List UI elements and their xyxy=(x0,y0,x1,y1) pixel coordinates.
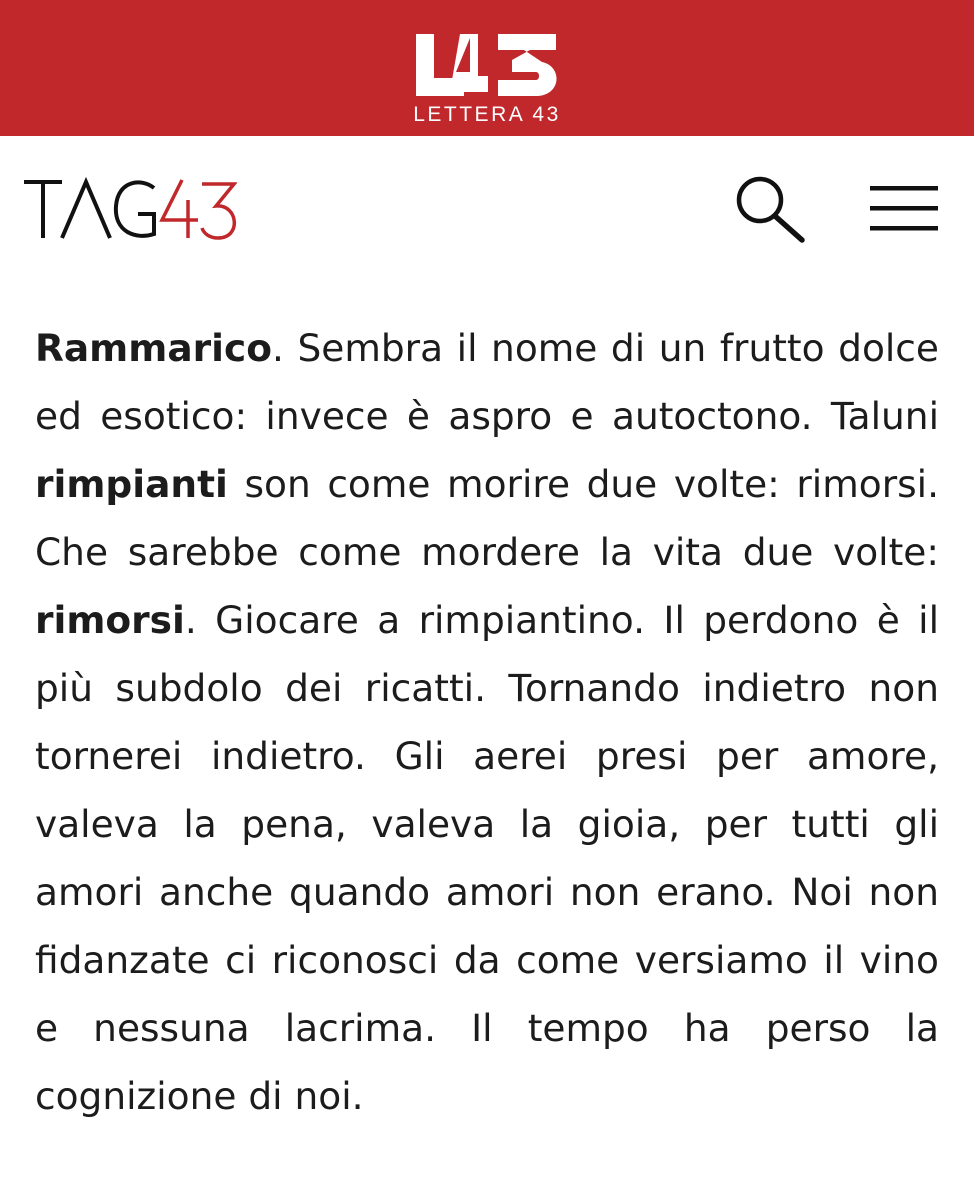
lettera43-caption: LETTERA 43 xyxy=(413,103,561,126)
lettera43-logo[interactable] xyxy=(412,32,562,98)
lettera43-brand-bar xyxy=(0,0,974,136)
site-header xyxy=(0,136,974,286)
keyword-rammarico: Rammarico xyxy=(35,326,272,370)
tag43-logo[interactable] xyxy=(22,176,237,242)
search-icon xyxy=(732,174,808,244)
menu-button[interactable] xyxy=(868,180,942,236)
search-button[interactable] xyxy=(732,174,808,244)
keyword-rimpianti: rimpianti xyxy=(35,462,228,506)
keyword-rimorsi: rimorsi xyxy=(35,598,185,642)
article-text-1: . Sembra il nome di un frutto dolce ed esotico: invece è aspro e autoctono. Taluni xyxy=(35,326,939,438)
article-body xyxy=(35,314,939,1130)
article-text-3: . Giocare a rimpiantino. Il perdono è il più subdolo dei ricatti. Tornando indietro non tornerei indietro. Gli aerei presi per amore, valeva la pena, valeva la gioia, per tutti gli amori anche quando amori non erano. Noi non fidanzate ci riconosci da come versiamo il vino e nessuna lacrima. Il tempo ha perso la cognizione di noi. xyxy=(35,598,939,1118)
article-text-2: son come morire due volte: rimorsi. Che sarebbe come mordere la vita due volte: xyxy=(35,462,939,574)
hamburger-menu-icon xyxy=(868,180,942,236)
